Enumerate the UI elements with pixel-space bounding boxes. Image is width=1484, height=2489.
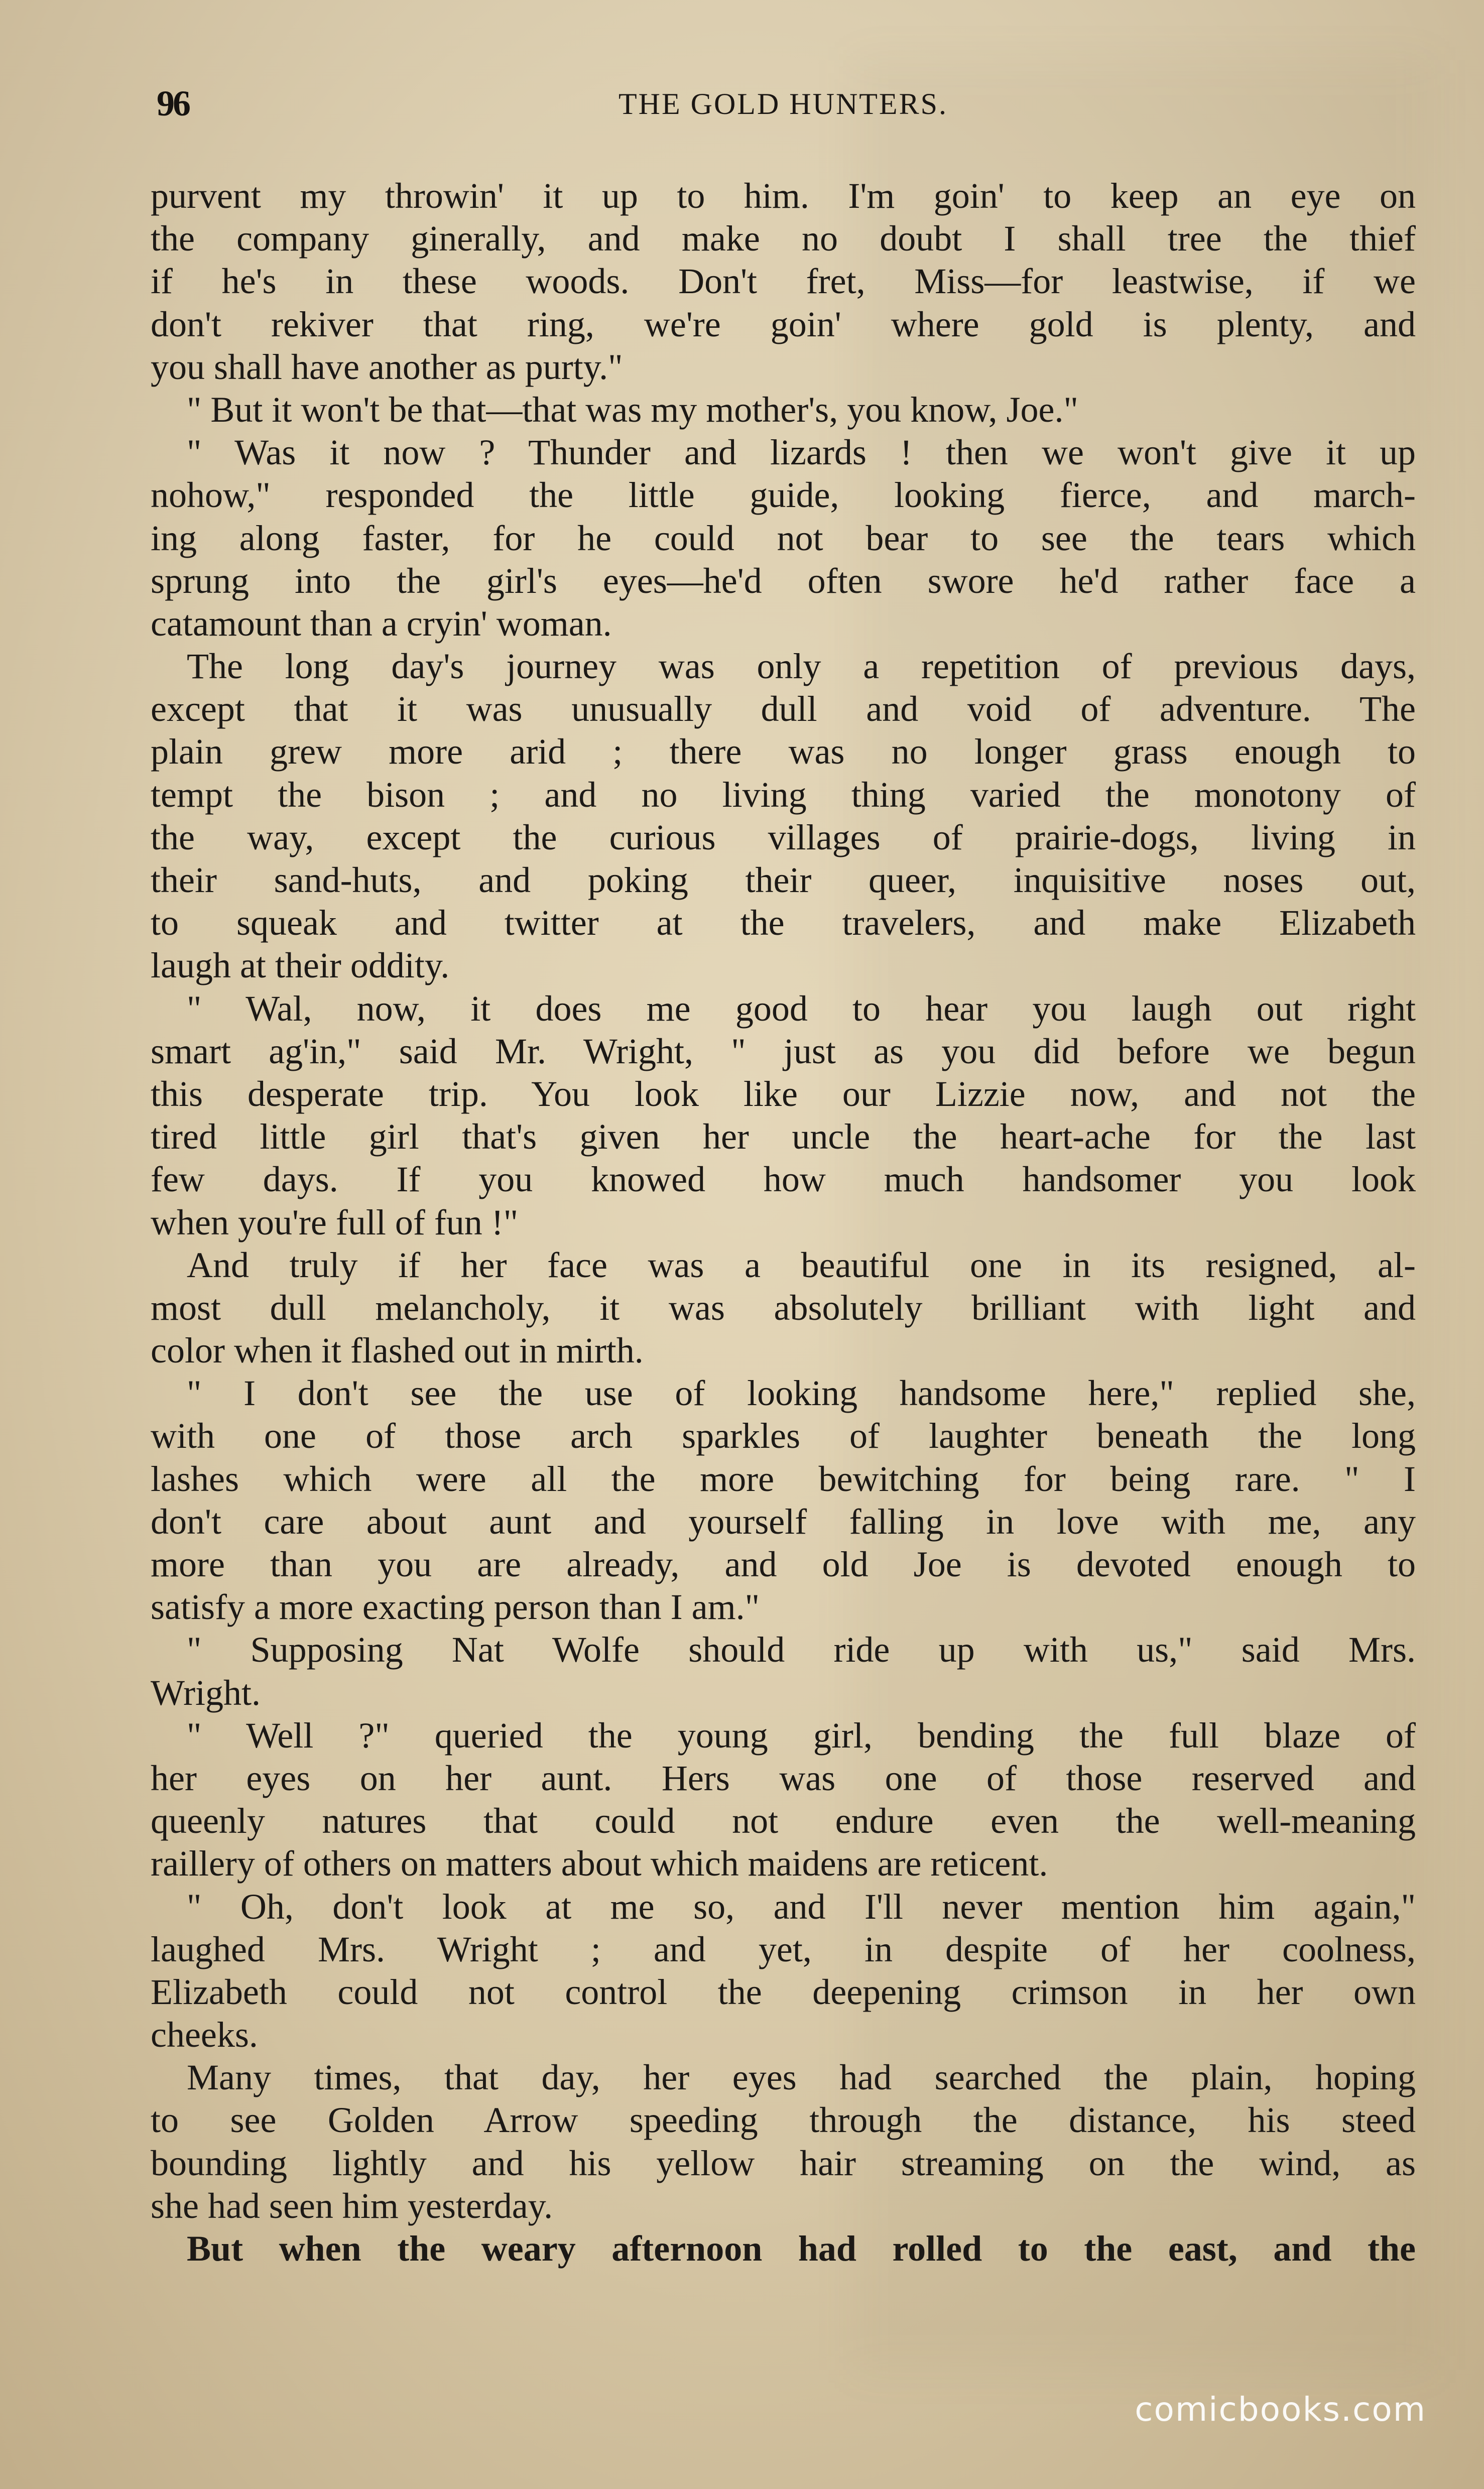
text-line: the way, except the curious villages of prairie-dogs, living in: [151, 817, 1416, 857]
text-line: bounding lightly and his yellow hair streaming on the wind, as: [151, 2143, 1416, 2183]
text-line: with one of those arch sparkles of laughter beneath the long: [151, 1416, 1416, 1456]
text-line: color when it flashed out in mirth.: [151, 1330, 644, 1371]
text-line: " Wal, now, it does me good to hear you laugh out right: [187, 988, 1416, 1029]
text-line: laughed Mrs. Wright ; and yet, in despite of her coolness,: [151, 1929, 1416, 1969]
text-line: to see Golden Arrow speeding through the distance, his steed: [151, 2100, 1416, 2141]
paragraph: [151, 645, 1416, 987]
text-line: Many times, that day, her eyes had searched the plain, hoping: [187, 2057, 1416, 2098]
text-line: you shall have another as purty.": [151, 346, 623, 387]
paragraph: [151, 431, 1416, 645]
text-line: when you're full of fun !": [151, 1202, 519, 1242]
text-line: this desperate trip. You look like our Lizzie now, and not the: [151, 1073, 1416, 1114]
text-line: And truly if her face was a beautiful one in its resigned, al-: [187, 1244, 1416, 1285]
text-line: " Supposing Nat Wolfe should ride up with us," said Mrs.: [187, 1630, 1416, 1670]
paragraph: [151, 1244, 1416, 1373]
text-line: catamount than a cryin' woman.: [151, 603, 612, 644]
paragraph: [151, 1372, 1416, 1629]
paragraph: [151, 389, 1416, 431]
paragraph: [151, 175, 1416, 389]
text-line: Wright.: [151, 1672, 261, 1713]
text-line: ing along faster, for he could not bear to see the tears which: [151, 518, 1416, 558]
text-line: Elizabeth could not control the deepening crimson in her own: [151, 1971, 1416, 2012]
text-line: few days. If you knowed how much handsomer you look: [151, 1159, 1416, 1200]
text-line: smart ag'in," said Mr. Wright, " just as you did before we begun: [151, 1031, 1416, 1071]
text-line: satisfy a more exacting person than I am.": [151, 1587, 760, 1628]
text-line: The long day's journey was only a repetition of previous days,: [187, 646, 1416, 687]
text-line: their sand-huts, and poking their queer, inquisitive noses out,: [151, 860, 1416, 900]
text-line: purvent my throwin' it up to him. I'm goin' to keep an eye on: [151, 176, 1416, 216]
text-line: more than you are already, and old Joe is devoted enough to: [151, 1544, 1416, 1584]
text-line: lashes which were all the more bewitching for being rare. " I: [151, 1458, 1416, 1499]
paragraph: [151, 1886, 1416, 2057]
paragraph: [151, 987, 1416, 1244]
text-line: don't care about aunt and yourself falling in love with me, any: [151, 1501, 1416, 1542]
body-text: [151, 175, 1416, 2270]
page-number: 96: [157, 83, 189, 123]
paragraph: [151, 2227, 1416, 2270]
running-head: THE GOLD HUNTERS.: [619, 87, 948, 120]
text-line: she had seen him yesterday.: [151, 2185, 553, 2226]
text-line: except that it was unusually dull and void of adventure. The: [151, 689, 1416, 729]
text-line: " But it won't be that—that was my mother's, you know, Joe.": [187, 389, 1078, 430]
text-line: to squeak and twitter at the travelers, and make Elizabeth: [151, 903, 1416, 943]
paragraph: [151, 1714, 1416, 1886]
text-line: " Well ?" queried the young girl, bending the full blaze of: [187, 1715, 1416, 1756]
text-line: tempt the bison ; and no living thing varied the monotony of: [151, 774, 1416, 815]
text-line: " Was it now ? Thunder and lizards ! then we won't give it up: [187, 432, 1416, 473]
text-line: most dull melancholy, it was absolutely brilliant with light and: [151, 1287, 1416, 1328]
paragraph: [151, 2056, 1416, 2227]
text-line: if he's in these woods. Don't fret, Miss—for leastwise, if we: [151, 261, 1416, 302]
text-line: laugh at their oddity.: [151, 945, 450, 986]
text-line: her eyes on her aunt. Hers was one of those reserved and: [151, 1758, 1416, 1798]
text-line: plain grew more arid ; there was no longer grass enough to: [151, 731, 1416, 772]
text-line: sprung into the girl's eyes—he'd often swore he'd rather face a: [151, 560, 1416, 601]
text-line: don't rekiver that ring, we're goin' where gold is plenty, and: [151, 304, 1416, 344]
text-line: cheeks.: [151, 2015, 258, 2055]
page-header: [151, 83, 1416, 133]
paragraph: [151, 1629, 1416, 1714]
text-line: queenly natures that could not endure even the well-meaning: [151, 1801, 1416, 1841]
text-line: raillery of others on matters about which maidens are reticent.: [151, 1843, 1048, 1884]
text-line: nohow," responded the little guide, looking fierce, and march-: [151, 475, 1416, 516]
text-line: But when the weary afternoon had rolled to the east, and the: [187, 2228, 1416, 2269]
text-line: tired little girl that's given her uncle the heart-ache for the last: [151, 1116, 1416, 1157]
text-line: " Oh, don't look at me so, and I'll never mention him again,": [187, 1886, 1416, 1927]
text-line: the company ginerally, and make no doubt I shall tree the thief: [151, 218, 1416, 259]
text-line: " I don't see the use of looking handsome here," replied she,: [187, 1373, 1416, 1414]
watermark: comicbooks.com: [1135, 2390, 1426, 2429]
